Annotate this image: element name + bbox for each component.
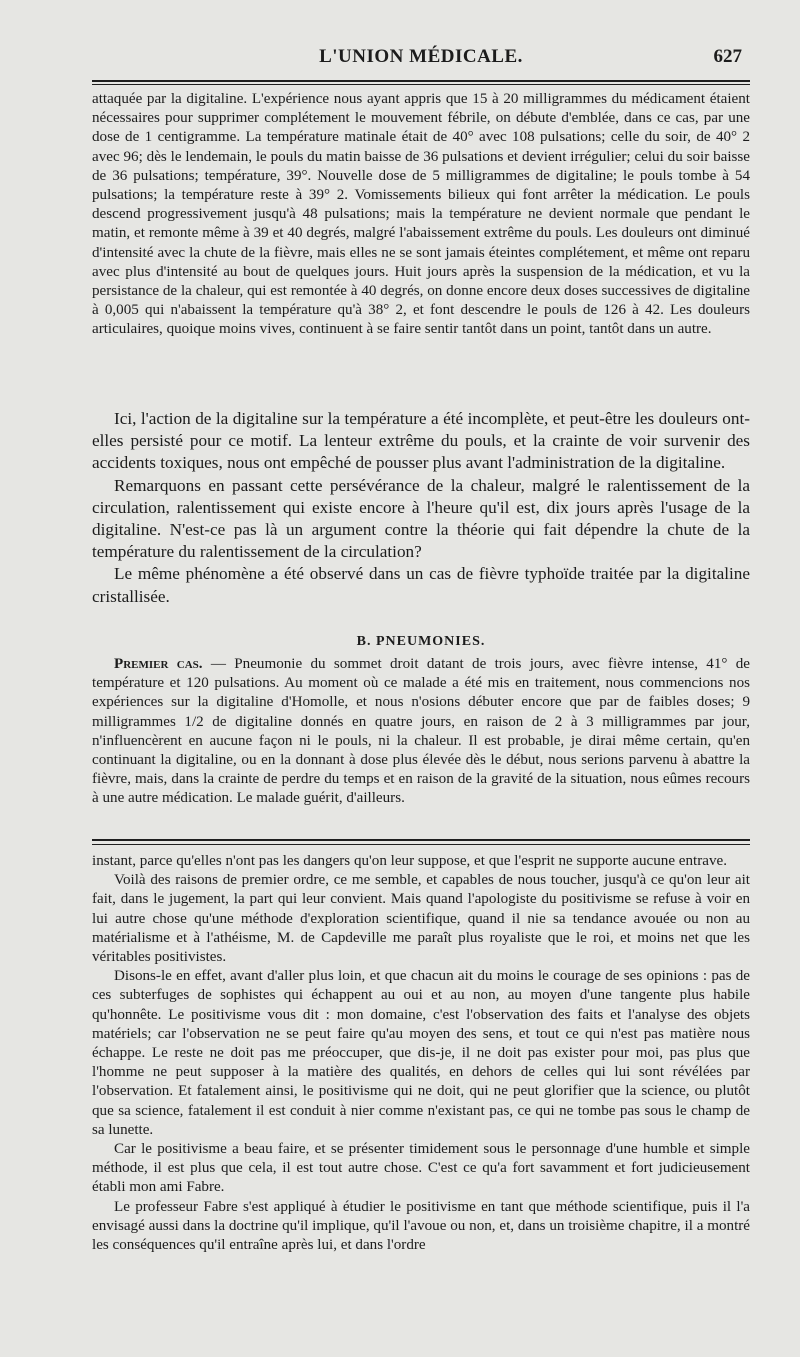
feuilleton-paragraph: Car le positivisme a beau faire, et se présenter timidement sous le personnage d'une humble et simple méthode, il est plus que cela, il est tout autre chose. C'est ce qu'a fort savamment et fort judicieusement établi mon ami Fabre.	[92, 1141, 750, 1196]
premier-cas-label: Premier cas.	[114, 656, 203, 672]
discussion-text	[92, 408, 750, 608]
feuilleton-paragraph: instant, parce qu'elles n'ont pas les dangers qu'on leur suppose, et que l'esprit ne supporte aucune entrave.	[92, 853, 727, 869]
premier-cas-text: — Pneumonie du sommet droit datant de trois jours, avec fièvre intense, 41° de température et 120 pulsations. Au moment où ce malade a été mis en traitement, nous commencions nos expériences sur la digitaline d'Homolle, et nous n'osions débuter encore que par de faibles doses; 9 milligrammes 1/2 de digitaline donnés en quatre jours, en raison de 2 à 3 milligrammes par jour, n'influencèrent en aucune façon ni le pouls, ni la chaleur. Il est probable, je dirai même certain, qu'en continuant la digitaline, ou en la donnant à dose plus élevée dès le début, nous serions parvenu à abattre la fièvre, mais, dans la crainte de perdre du temps et en raison de la gravité de la situation, nous eûmes recours à une autre médication. Le malade guérit, d'ailleurs.	[92, 656, 750, 807]
feuilleton-paragraph: Voilà des raisons de premier ordre, ce me semble, et capables de nous toucher, jusqu'à ce qu'on leur ait fait, dans le jugement, la part qui leur convient. Mais quand l'apologiste du positivisme se refuse à voir en lui autre chose qu'une méthode d'exploration scientifique, quand il nie sa tendance avouée ou non au matérialisme et à l'athéisme, M. de Capdeville me paraît plus royaliste que le roi, et moins net que les véritables positivistes.	[92, 872, 750, 966]
premier-cas-paragraph	[92, 655, 750, 809]
discussion-paragraph: Le même phénomène a été observé dans un cas de fièvre typhoïde traitée par la digitaline cristallisée.	[92, 564, 750, 606]
feuilleton-rule	[92, 839, 750, 841]
feuilleton-paragraph: Le professeur Fabre s'est appliqué à étudier le positivisme en tant que méthode scientifique, puis il l'a envisagé aussi dans la doctrine qu'il implique, qu'il l'avoue ou non, et, dans un troisième chapitre, il a montré les conséquences qu'il entraîne après lui, et dans l'ordre	[92, 1198, 750, 1254]
discussion-paragraph: Ici, l'action de la digitaline sur la température a été incomplète, et peut-être les douleurs ont-elles persisté pour ce motif. La lenteur extrême du pouls, et la crainte de voir survenir des accidents toxiques, nous ont empêché de pousser plus avant l'administration de la digitaline.	[92, 409, 750, 473]
case-paragraph: attaquée par la digitaline. L'expérience nous ayant appris que 15 à 20 milligrammes du médicament étaient nécessaires pour supprimer complétement le mouvement fébrile, on débute d'emblée, dans ce cas, par une dose de 1 centigramme. La température matinale était de 40° avec 108 pulsations; celle du soir, de 40° 2 avec 96; dès le lendemain, le pouls du matin baisse de 36 pulsations et devient irrégulier; celui du soir baisse de 36 pulsations; température, 39°. Nouvelle dose de 5 milligrammes de digitaline; le pouls tombe à 54 pulsations; la température reste à 39° 2. Vomissements bilieux qui font arrêter la médication. Le pouls descend progressivement jusqu'à 48 pulsations; mais la température ne devient normale que pendant le matin, et remonte même à 39 et 40 degrés, malgré l'abaissement extrême du pouls. Les douleurs ont diminué d'intensité avec la chute de la fièvre, mais elles ne se sont jamais éteintes complétement, et même ont reparu avec plus d'intensité au bout de quelques jours. Huit jours après la suspension de la médication, et vu la persistance de la chaleur, qui est remontée à 40 degrés, on donne encore deux doses successives de digitaline à 0,005 qui n'abaissent la température qu'à 38° 2, et font descendre le pouls de 126 à 42. Les douleurs articulaires, quoique moins vives, continuent à se faire sentir tantôt dans un point, tantôt dans un autre.	[92, 91, 750, 338]
section-pneumonies	[92, 632, 750, 652]
header-rule-thin	[92, 84, 750, 85]
page-number: 627	[713, 46, 742, 67]
feuilleton-rule-thin	[92, 844, 750, 845]
header-rule	[92, 80, 750, 82]
feuilleton-text	[92, 852, 750, 1255]
running-title: L'UNION MÉDICALE.	[319, 46, 523, 67]
section-heading: B. PNEUMONIES.	[356, 634, 486, 649]
feuilleton-paragraph: Disons-le en effet, avant d'aller plus loin, et que chacun ait du moins le courage de ses opinions : pas de ces subterfuges de sophistes qui échappent au oui et au non, au moyen d'une tangente plus habile qu'honnête. Le positivisme vous dit : mon domaine, c'est l'observation des faits et l'analyse des objets matériels; car l'observation ne se peut faire qu'au moyen des sens, et tout ce qui n'est pas matière nous échappe. Le reste ne doit pas me préoccuper, que dis-je, il ne doit pas exister pour moi, pas plus que l'homme ne peut supposer à la matière des qualités, en dehors de celles qui lui sont révélées par l'observation. Et fatalement ainsi, le positivisme qui ne doit, qui ne peut glorifier que la science, ou plutôt que sa science, fatalement il est conduit à nier comme n'existant pas, ce qui ne tombe pas sous le champ de sa lunette.	[92, 968, 750, 1138]
premier-cas-block	[92, 655, 750, 809]
upper-case-text	[92, 90, 750, 340]
discussion-paragraph: Remarquons en passant cette persévérance de la chaleur, malgré le ralentissement de la circulation, ralentissement qui existe encore à l'heure qu'il est, dix jours après l'usage de la digitaline. N'est-ce pas là un argument contre la théorie qui fait dépendre la chute de la température du ralentissement de la circulation?	[92, 475, 750, 562]
page-header	[92, 38, 750, 78]
